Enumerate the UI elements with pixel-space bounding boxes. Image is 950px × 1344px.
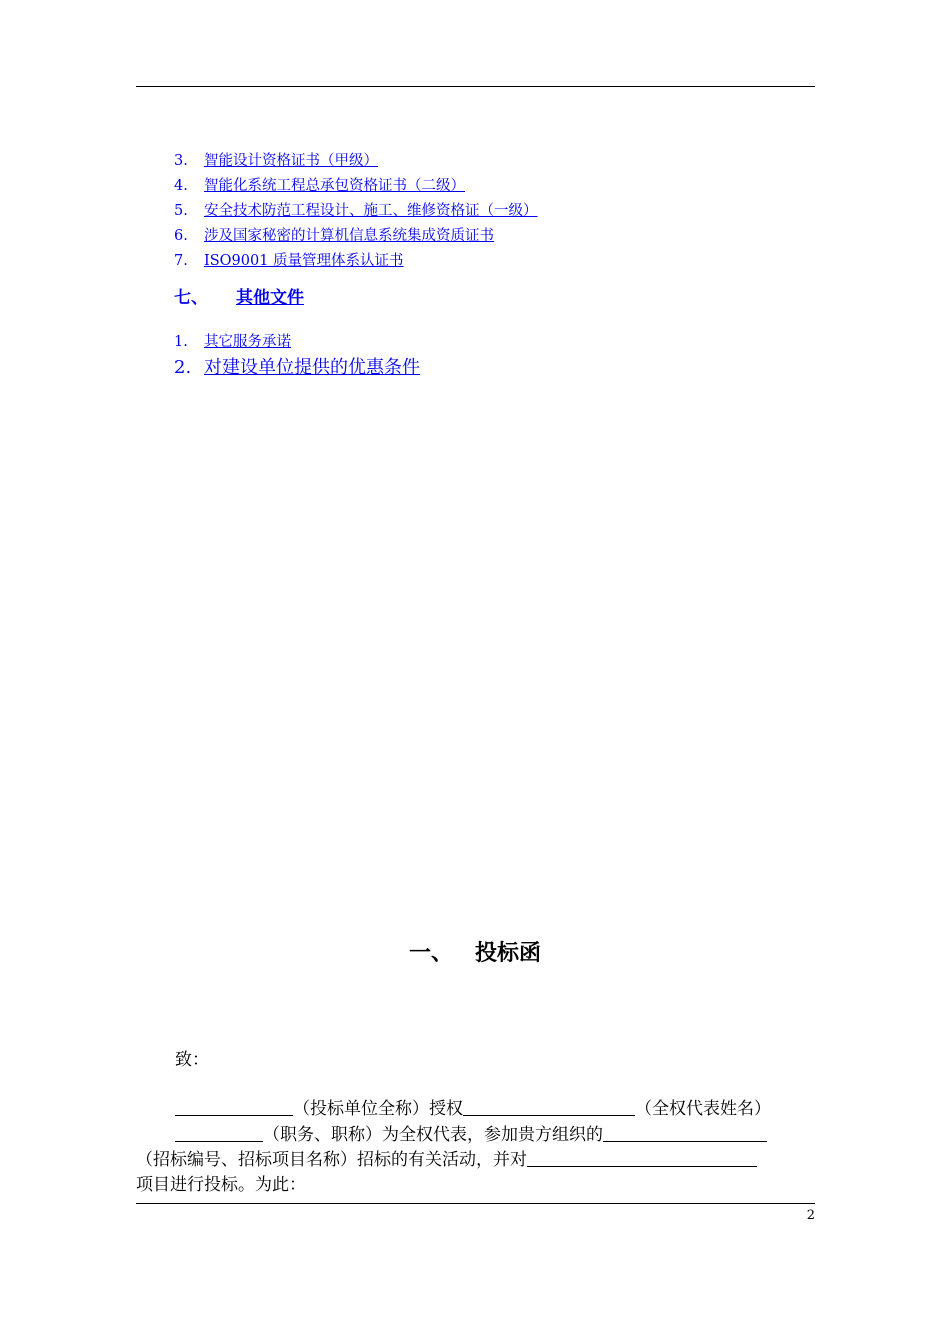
page-number: 2: [806, 1208, 815, 1223]
bidder-name-blank[interactable]: [175, 1098, 293, 1116]
toc-link: 3. 智能设计资格证书（甲级）: [174, 153, 378, 169]
chapter-name: 投标函: [475, 940, 542, 966]
toc-link: 5. 安全技术防范工程设计、施工、维修资格证（一级）: [174, 203, 538, 219]
header-rule: [136, 86, 815, 87]
toc-link: 4. 智能化系统工程总承包资格证书（二级）: [174, 178, 465, 194]
toc-item-5[interactable]: [174, 199, 538, 220]
toc-section-seven[interactable]: [174, 283, 304, 308]
chapter-title: [0, 936, 950, 967]
toc-item-4[interactable]: [174, 174, 465, 195]
letter-line-3: （招标编号、招标项目名称）招标的有关活动，并对: [136, 1145, 757, 1170]
toc-link: 1. 其它服务承诺: [174, 334, 291, 350]
toc-other-item-1[interactable]: [174, 330, 291, 351]
representative-name-blank[interactable]: [463, 1098, 635, 1116]
toc-link: 7. ISO9001 质量管理体系认证书: [174, 253, 404, 269]
toc-section-link: 七、 其他文件: [174, 288, 304, 308]
toc-other-item-2[interactable]: [174, 353, 420, 379]
letter-line-1: （投标单位全称）授权 （全权代表姓名）: [175, 1094, 771, 1119]
toc-item-7[interactable]: [174, 249, 404, 270]
toc-item-3[interactable]: [174, 149, 378, 170]
footer-rule: [136, 1203, 815, 1204]
toc-item-6[interactable]: [174, 224, 494, 245]
project-name-blank[interactable]: [527, 1149, 757, 1167]
salutation: 致：: [175, 1050, 209, 1070]
chapter-number: 一、: [408, 940, 453, 966]
letter-line-2: （职务、职称）为全权代表，参加贵方组织的: [175, 1120, 767, 1145]
position-title-blank[interactable]: [175, 1124, 263, 1142]
toc-link: 2. 对建设单位提供的优惠条件: [174, 357, 420, 378]
tender-number-blank[interactable]: [603, 1124, 767, 1142]
toc-link: 6. 涉及国家秘密的计算机信息系统集成资质证书: [174, 228, 494, 244]
letter-line-4: 项目进行投标。为此：: [136, 1175, 306, 1195]
